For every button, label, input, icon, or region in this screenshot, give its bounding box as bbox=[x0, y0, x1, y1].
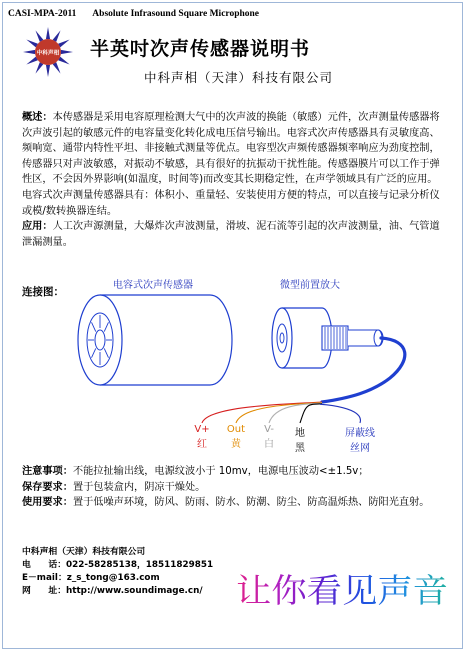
wire-label-top-4: 屏蔽线 bbox=[345, 428, 375, 439]
wire-label-top-2: V- bbox=[264, 424, 274, 435]
sensor-caption: 电容式次声传感器 bbox=[113, 280, 193, 291]
storage-text: 置于包装盒内，阴凉干燥处。 bbox=[72, 481, 206, 493]
storage-line bbox=[22, 480, 450, 496]
wire-4 bbox=[320, 404, 360, 423]
overview-text: 本传感器是采用电容原理检测大气中的次声波的换能（敏感）元件，次声测量传感器将次声波引起的敏感元件的电容量变化转化成电压信号输出。电容式次声传感器具有灵敏度高、频响宽、通带内特性平坦、非接触式测量等优点。电容型次声频传感器频率响应为劲度控制，传感器只对声波敏感，对振动不敏感，具有很好的抗振动干扰性能。传感器膜片可以工作于弹性区，不会因外界影响(如温度，时间等)而改变其长期稳定性，在声学领域具有广泛的应用。电容式次声测量传感器具有：体积小、重量轻、安装使用方便的特点，可以直接与记录分析仪或模/数转换器连结。 bbox=[22, 112, 440, 217]
wire-label-bottom-3: 黑 bbox=[295, 443, 305, 454]
usage-text: 置于低噪声环境，防风、防雨、防水、防潮、防尘、防高温烁热、防阳光直射。 bbox=[72, 497, 430, 509]
overview-label: 概述： bbox=[22, 112, 53, 123]
footer-phone-row bbox=[22, 559, 222, 572]
preamp-caption: 微型前置放大 bbox=[280, 280, 340, 291]
document-header bbox=[8, 9, 408, 19]
footer-email-row bbox=[22, 572, 222, 585]
wire-label-bottom-2: 白 bbox=[264, 439, 274, 450]
logo-text: 中科声相 bbox=[36, 50, 60, 57]
phone-value: 022-58285138，18511829851 bbox=[66, 560, 214, 570]
usage-label: 使用要求： bbox=[22, 497, 73, 509]
wire-3 bbox=[300, 404, 322, 423]
wire-label-bottom-1: 黄 bbox=[231, 439, 241, 450]
caution-text: 不能拉扯输出线，电源纹波小于 10mv，电源电压波动<±1.5v； bbox=[72, 466, 369, 477]
product-english-name: Absolute Infrasound Square Microphone bbox=[92, 9, 260, 19]
wire-label-4 bbox=[340, 424, 380, 454]
application-text: 人工次声源测量，大爆炸次声波测量，滑坡、泥石流等引起的次声波测量，油、气管道泄漏测量。 bbox=[22, 221, 440, 248]
model-number: CASI-MPA-2011 bbox=[8, 9, 77, 19]
slogan-text: 让你看见声音 bbox=[236, 571, 448, 610]
storage-label: 保存要求： bbox=[22, 481, 73, 493]
wire-label-3 bbox=[280, 424, 320, 454]
overview-paragraph bbox=[22, 110, 445, 219]
wire-label-top-3: 地 bbox=[295, 428, 305, 439]
sensor-cylinder-icon bbox=[78, 295, 232, 385]
preamp-icon bbox=[272, 308, 383, 368]
slogan-graphic bbox=[232, 550, 452, 630]
web-value[interactable]: http://www.soundimage.cn/ bbox=[66, 586, 203, 596]
page-title: 半英吋次声传感器说明书 bbox=[90, 38, 311, 60]
wire-label-bottom-4: 丝网 bbox=[350, 443, 370, 454]
connection-label: 连接图： bbox=[22, 286, 64, 298]
footer-company: 中科声相（天津）科技有限公司 bbox=[22, 547, 146, 557]
application-label: 应用： bbox=[22, 221, 53, 233]
phone-label: 电 话： bbox=[22, 560, 66, 570]
overview-section bbox=[22, 110, 445, 250]
caution-label: 注意事项： bbox=[22, 466, 73, 477]
company-logo-icon bbox=[22, 26, 74, 78]
company-subtitle: 中科声相（天津）科技有限公司 bbox=[144, 70, 334, 85]
footer-web-row bbox=[22, 585, 222, 598]
connection-diagram bbox=[60, 290, 445, 440]
wire-label-bottom-0: 红 bbox=[197, 439, 207, 450]
application-paragraph bbox=[22, 219, 445, 250]
web-label: 网 址： bbox=[22, 586, 66, 596]
contact-footer bbox=[22, 546, 222, 598]
caution-line bbox=[22, 464, 450, 480]
email-label: E－mail： bbox=[22, 573, 67, 583]
usage-line bbox=[22, 495, 450, 511]
requirements-section bbox=[22, 464, 450, 511]
wire-label-top-0: V+ bbox=[194, 424, 210, 435]
email-value[interactable]: z_s_tong@163.com bbox=[66, 573, 160, 583]
wire-label-top-1: Out bbox=[226, 424, 246, 435]
